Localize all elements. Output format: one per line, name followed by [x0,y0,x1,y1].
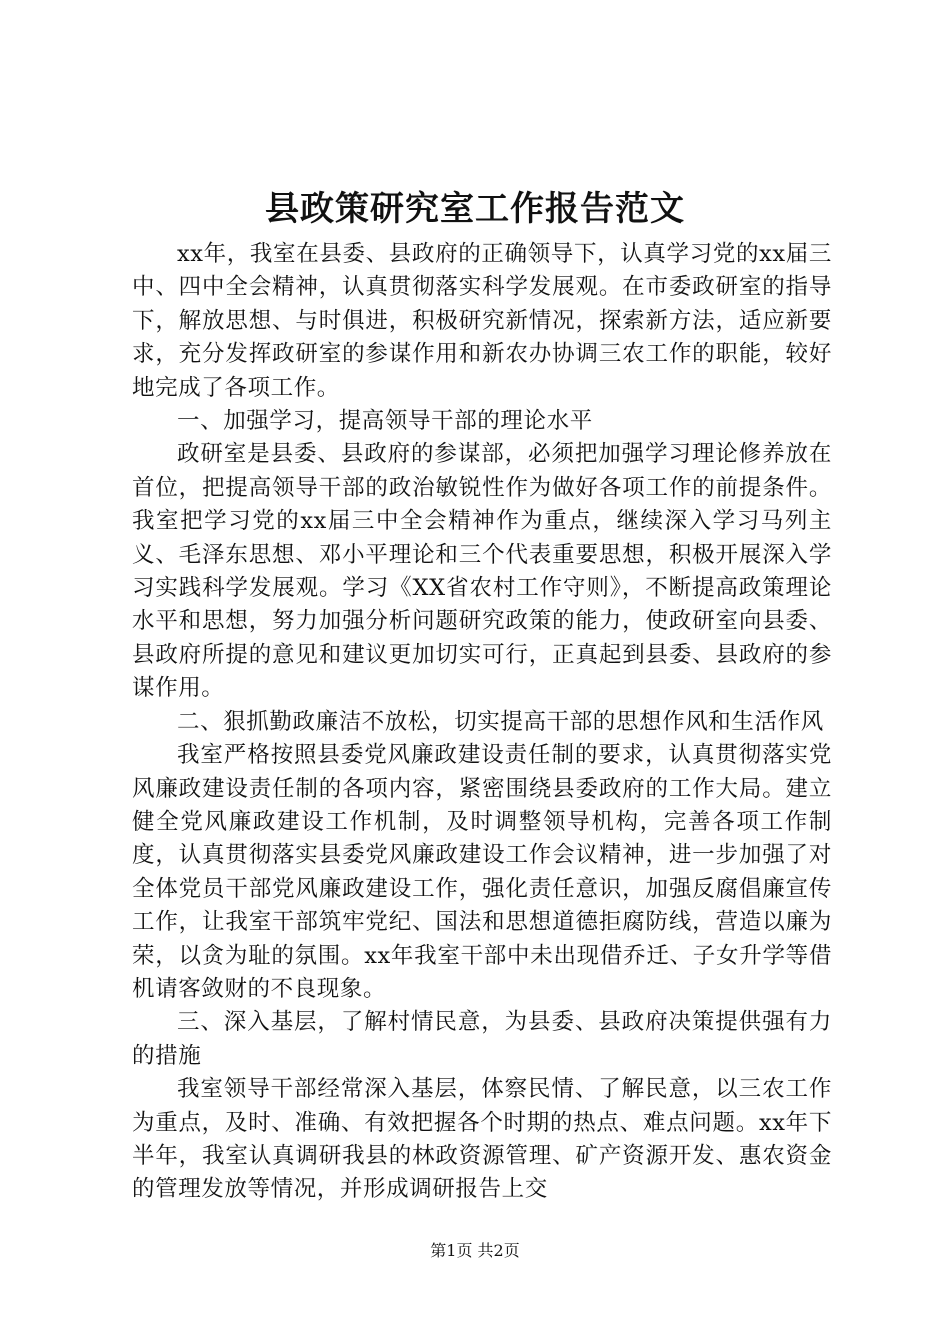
document-body [132,238,832,1207]
document-title: 县政策研究室工作报告范文 [265,189,685,229]
section-3-paragraph: 我室领导干部经常深入基层，体察民情、了解民意，以三农工作为重点，及时、准确、有效把握各个时期的热点、难点问题。xx年下半年，我室认真调研我县的林政资源管理、矿产资源开发、惠农资金的管理发放等情况，并形成调研报告上交 [132,1076,832,1203]
section-2-paragraph: 我室严格按照县委党风廉政建设责任制的要求，认真贯彻落实党风廉政建设责任制的各项内容，紧密围绕县委政府的工作大局。建立健全党风廉政建设工作机制，及时调整领导机构，完善各项工作制度，认真贯彻落实县委党风廉政建设工作会议精神，进一步加强了对全体党员干部党风廉政建设工作，强化责任意识，加强反腐倡廉宣传工作，让我室干部筑牢党纪、国法和思想道德拒腐防线，营造以廉为荣，以贪为耻的氛围。xx年我室干部中未出现借乔迁、子女升学等借机请客敛财的不良现象。 [132,742,832,1002]
section-heading-1: 一、加强学习，提高领导干部的理论水平 [177,408,593,435]
page-indicator: 第1页 共2页 [430,1241,520,1260]
page-footer [0,1239,950,1263]
intro-paragraph: xx年，我室在县委、县政府的正确领导下，认真学习党的xx届三中、四中全会精神，认真贯彻落实科学发展观。在市委政研室的指导下，解放思想、与时俱进，积极研究新情况，探索新方法，适应新要求，充分发挥政研室的参谋作用和新农办协调三农工作的职能，较好地完成了各项工作。 [132,241,832,401]
section-heading-3: 三、深入基层，了解村情民意，为县委、县政府决策提供强有力的措施 [132,1009,832,1069]
section-1-paragraph: 政研室是县委、县政府的参谋部，必须把加强学习理论修养放在首位，把提高领导干部的政治敏锐性作为做好各项工作的前提条件。我室把学习党的xx届三中全会精神作为重点，继续深入学习马列主义、毛泽东思想、邓小平理论和三个代表重要思想，积极开展深入学习实践科学发展观。学习《XX省农村工作守则》，不断提高政策理论水平和思想，努力加强分析问题研究政策的能力，使政研室向县委、县政府所提的意见和建议更加切实可行，正真起到县委、县政府的参谋作用。 [132,441,832,702]
section-heading-2: 二、狠抓勤政廉洁不放松，切实提高干部的思想作风和生活作风 [177,708,824,735]
